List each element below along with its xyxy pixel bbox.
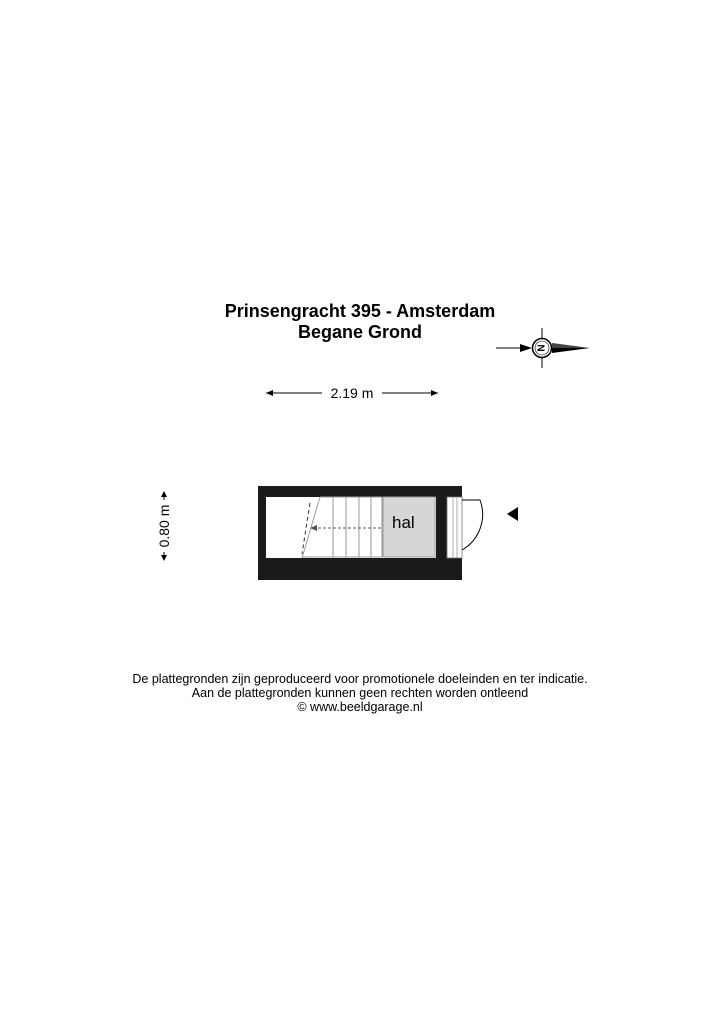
entrance-arrow-icon <box>507 507 518 521</box>
floor-plan <box>250 478 530 588</box>
width-dimension-label: 2.19 m <box>330 385 374 401</box>
height-dimension-label: 0.80 m <box>156 504 172 548</box>
floorplan-title: Prinsengracht 395 - Amsterdam <box>224 301 496 321</box>
width-dimension <box>264 383 440 403</box>
floor-name: Begane Grond <box>297 322 422 342</box>
north-arrow-icon <box>494 326 590 370</box>
room-label-hal: hal <box>392 513 415 532</box>
height-dimension <box>152 490 176 562</box>
disclaimer-line-2: Aan de plattegronden kunnen geen rechten worden ontleend <box>191 686 529 700</box>
compass-letter: N <box>536 344 548 352</box>
disclaimer-line-1: De plattegronden zijn geproduceerd voor promotionele doeleinden en ter indicatie. <box>132 672 588 686</box>
copyright-line: © www.beeldgarage.nl <box>297 700 423 714</box>
door <box>447 497 483 558</box>
